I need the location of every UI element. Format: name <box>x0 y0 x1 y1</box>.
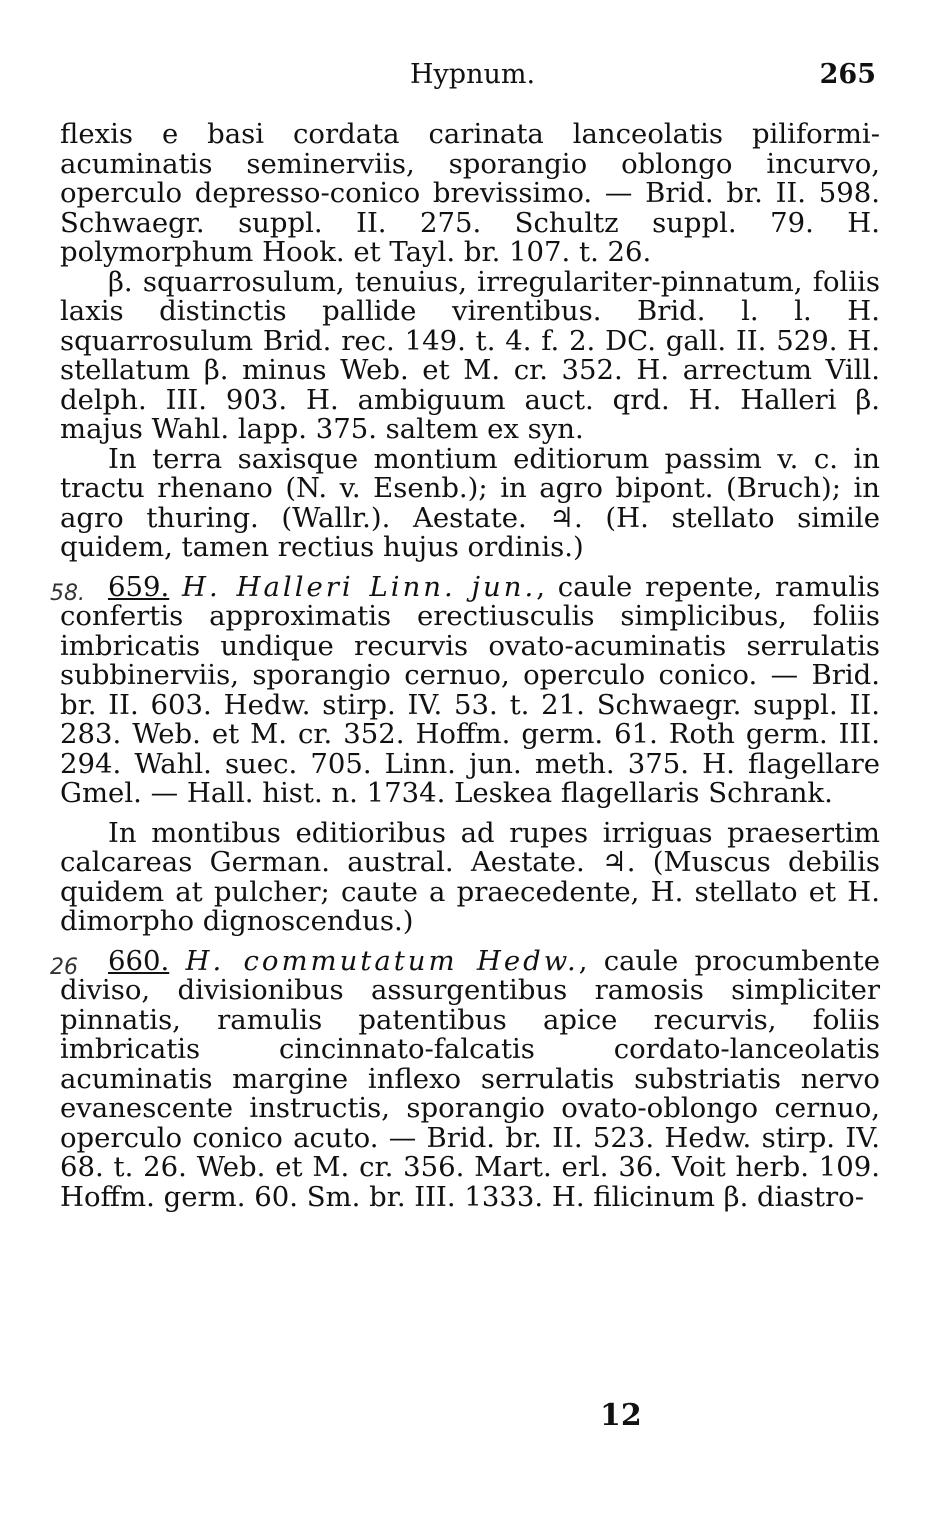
page-header <box>60 55 880 95</box>
margin-annotation: 58. <box>50 580 85 606</box>
paragraph-variety-beta: β. squarrosulum, tenuius, irregulariter-pinnatum, foliis laxis distinctis pallide virentibus. Brid. l. l. H. squarrosulum Brid. rec. 149. t. 4. f. 2. DC. gall. II. 529. H. stellatum β. minus Web. et M. cr. 352. H. arrectum Vill. delph. III. 903. H. ambiguum auct. qrd. H. Halleri β. majus Wahl. lapp. 375. saltem ex syn. <box>60 265 880 445</box>
entry-description: , caule repente, ramulis confertis approximatis erectiusculis simplicibus, foliis imbricatis undique recurvis ovato-acuminatis serrulatis subbinerviis, sporangio cernuo, operculo conico. — Brid. br. II. 603. Hedw. stirp. IV. 53. t. 21. Schwaegr. suppl. II. 283. Web. et M. cr. 352. Hoffm. germ. 61. Roth germ. III. 294. Wahl. suec. 705. Linn. jun. meth. 375. H. flagellare Gmel. — Hall. hist. n. 1734. Leskea flagellaris Schrank. <box>60 570 881 809</box>
paragraph-description-tail: flexis e basi cordata carinata lanceolatis piliformi-acuminatis seminerviis, sporangio oblongo incurvo, operculo depresso-conico brevissimo. — Brid. br. II. 598. Schwaegr. suppl. II. 275. Schultz suppl. 79. H. polymorphum Hook. et Tayl. br. 107. t. 26. <box>60 118 880 268</box>
species-name: H. commutatum Hedw. <box>185 944 579 977</box>
species-entry-660 <box>50 944 880 1213</box>
paragraph-habitat-1: In terra saxisque montium editiorum passim v. c. in tractu rhenano (N. v. Esenb.); in agro bipont. (Bruch); in agro thuring. (Wallr.). Aestate. ♃. (H. stellato simile quidem, tamen rectius hujus ordinis.) <box>60 442 880 563</box>
paragraph-habitat-2: In montibus editioribus ad rupes irriguas praesertim calcareas German. austral. Aestate. ♃. (Muscus debilis quidem at pulcher; caute a praecedente, H. stellato et H. dimorpho dignoscendus.) <box>60 816 880 937</box>
page-number: 265 <box>819 59 876 90</box>
signature-mark: 12 <box>600 1398 642 1433</box>
species-entry-659 <box>50 570 881 809</box>
margin-annotation: 26 <box>50 954 78 980</box>
page-body <box>50 118 881 1213</box>
species-name: H. Halleri Linn. jun. <box>182 570 537 603</box>
entry-number: 660. <box>108 944 170 977</box>
running-title: Hypnum. <box>410 59 536 90</box>
entry-number: 659. <box>108 570 170 603</box>
entry-description: , caule procumbente diviso, divisionibus assurgentibus ramosis simpliciter pinnatis, ramulis patentibus apice recurvis, foliis imbricatis cincinnato-falcatis cordato-lanceolatis acuminatis margine inflexo serrulatis substriatis nervo evanescente instructis, sporangio ovato-oblongo cernuo, operculo conico acuto. — Brid. br. II. 523. Hedw. stirp. IV. 68. t. 26. Web. et M. cr. 356. Mart. erl. 36. Voit herb. 109. Hoffm. germ. 60. Sm. br. III. 1333. H. filicinum β. diastro- <box>60 944 880 1213</box>
